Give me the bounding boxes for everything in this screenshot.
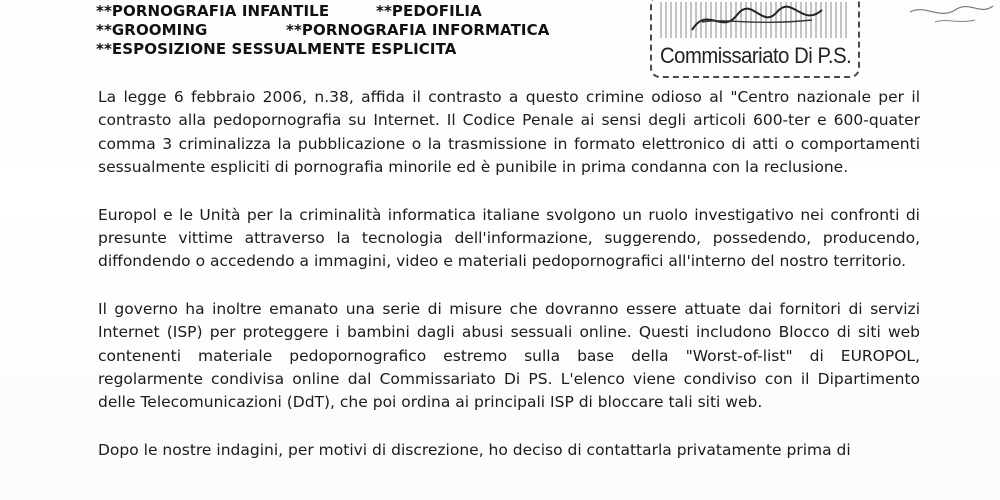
category-row (96, 21, 549, 40)
paragraph: Il governo ha inoltre emanato una serie di misure che dovranno essere attuate dai fornitori di servizi Internet (ISP) per proteggere i bambini dagli abusi sessuali online. Questi includono Blocco di siti web contenenti materiale pedopornografico estremo sulla base della "Worst-of-list" di EUROPOL, regolarmente condivisa online dal Commissariato Di PS. L'elenco viene condiviso con il Dipartimento delle Telecomunicazioni (DdT), che poi ordina ai principali ISP di bloccare tali siti web. (98, 299, 920, 412)
handwritten-mark (905, 0, 995, 30)
paragraph: La legge 6 febbraio 2006, n.38, affida il contrasto a questo crimine odioso al "Centro nazionale per il contrasto alla pedopornografia su Internet. Il Codice Penale ai sensi degli articoli 600-ter e 600-quater comma 3 criminalizza la pubblicazione o la trasmissione in formato elettronico di atti o comportamenti sessualmente espliciti di pornografia minorile ed è punibile in prima condanna con la reclusione. (98, 88, 920, 177)
category-label: **GROOMING (96, 21, 208, 39)
category-label: **PEDOFILIA (376, 2, 482, 20)
letter-body (98, 86, 920, 462)
category-label: **PORNOGRAFIA INFORMATICA (286, 21, 550, 39)
category-label: **ESPOSIZIONE SESSUALMENTE ESPLICITA (96, 40, 457, 58)
paragraph: Europol e le Unità per la criminalità informatica italiane svolgono un ruolo investigativo nei confronti di presunte vittime attraverso la tecnologia dell'informazione, suggerendo, possedendo, producendo, diffondendo o accedendo a immagini, video e materiali pedopornografici all'interno del nostro territorio. (98, 205, 920, 271)
paragraph: Dopo le nostre indagini, per motivi di discrezione, ho deciso di contattarla privatamente prima di (98, 440, 851, 459)
offense-categories (96, 2, 549, 59)
category-label: **PORNOGRAFIA INFANTILE (96, 2, 330, 20)
category-row (96, 40, 549, 59)
stamp-signature (682, 0, 832, 40)
stamp-text: Commissariato Di P.S. (660, 43, 852, 68)
category-row (96, 2, 549, 21)
official-stamp (650, 0, 860, 78)
